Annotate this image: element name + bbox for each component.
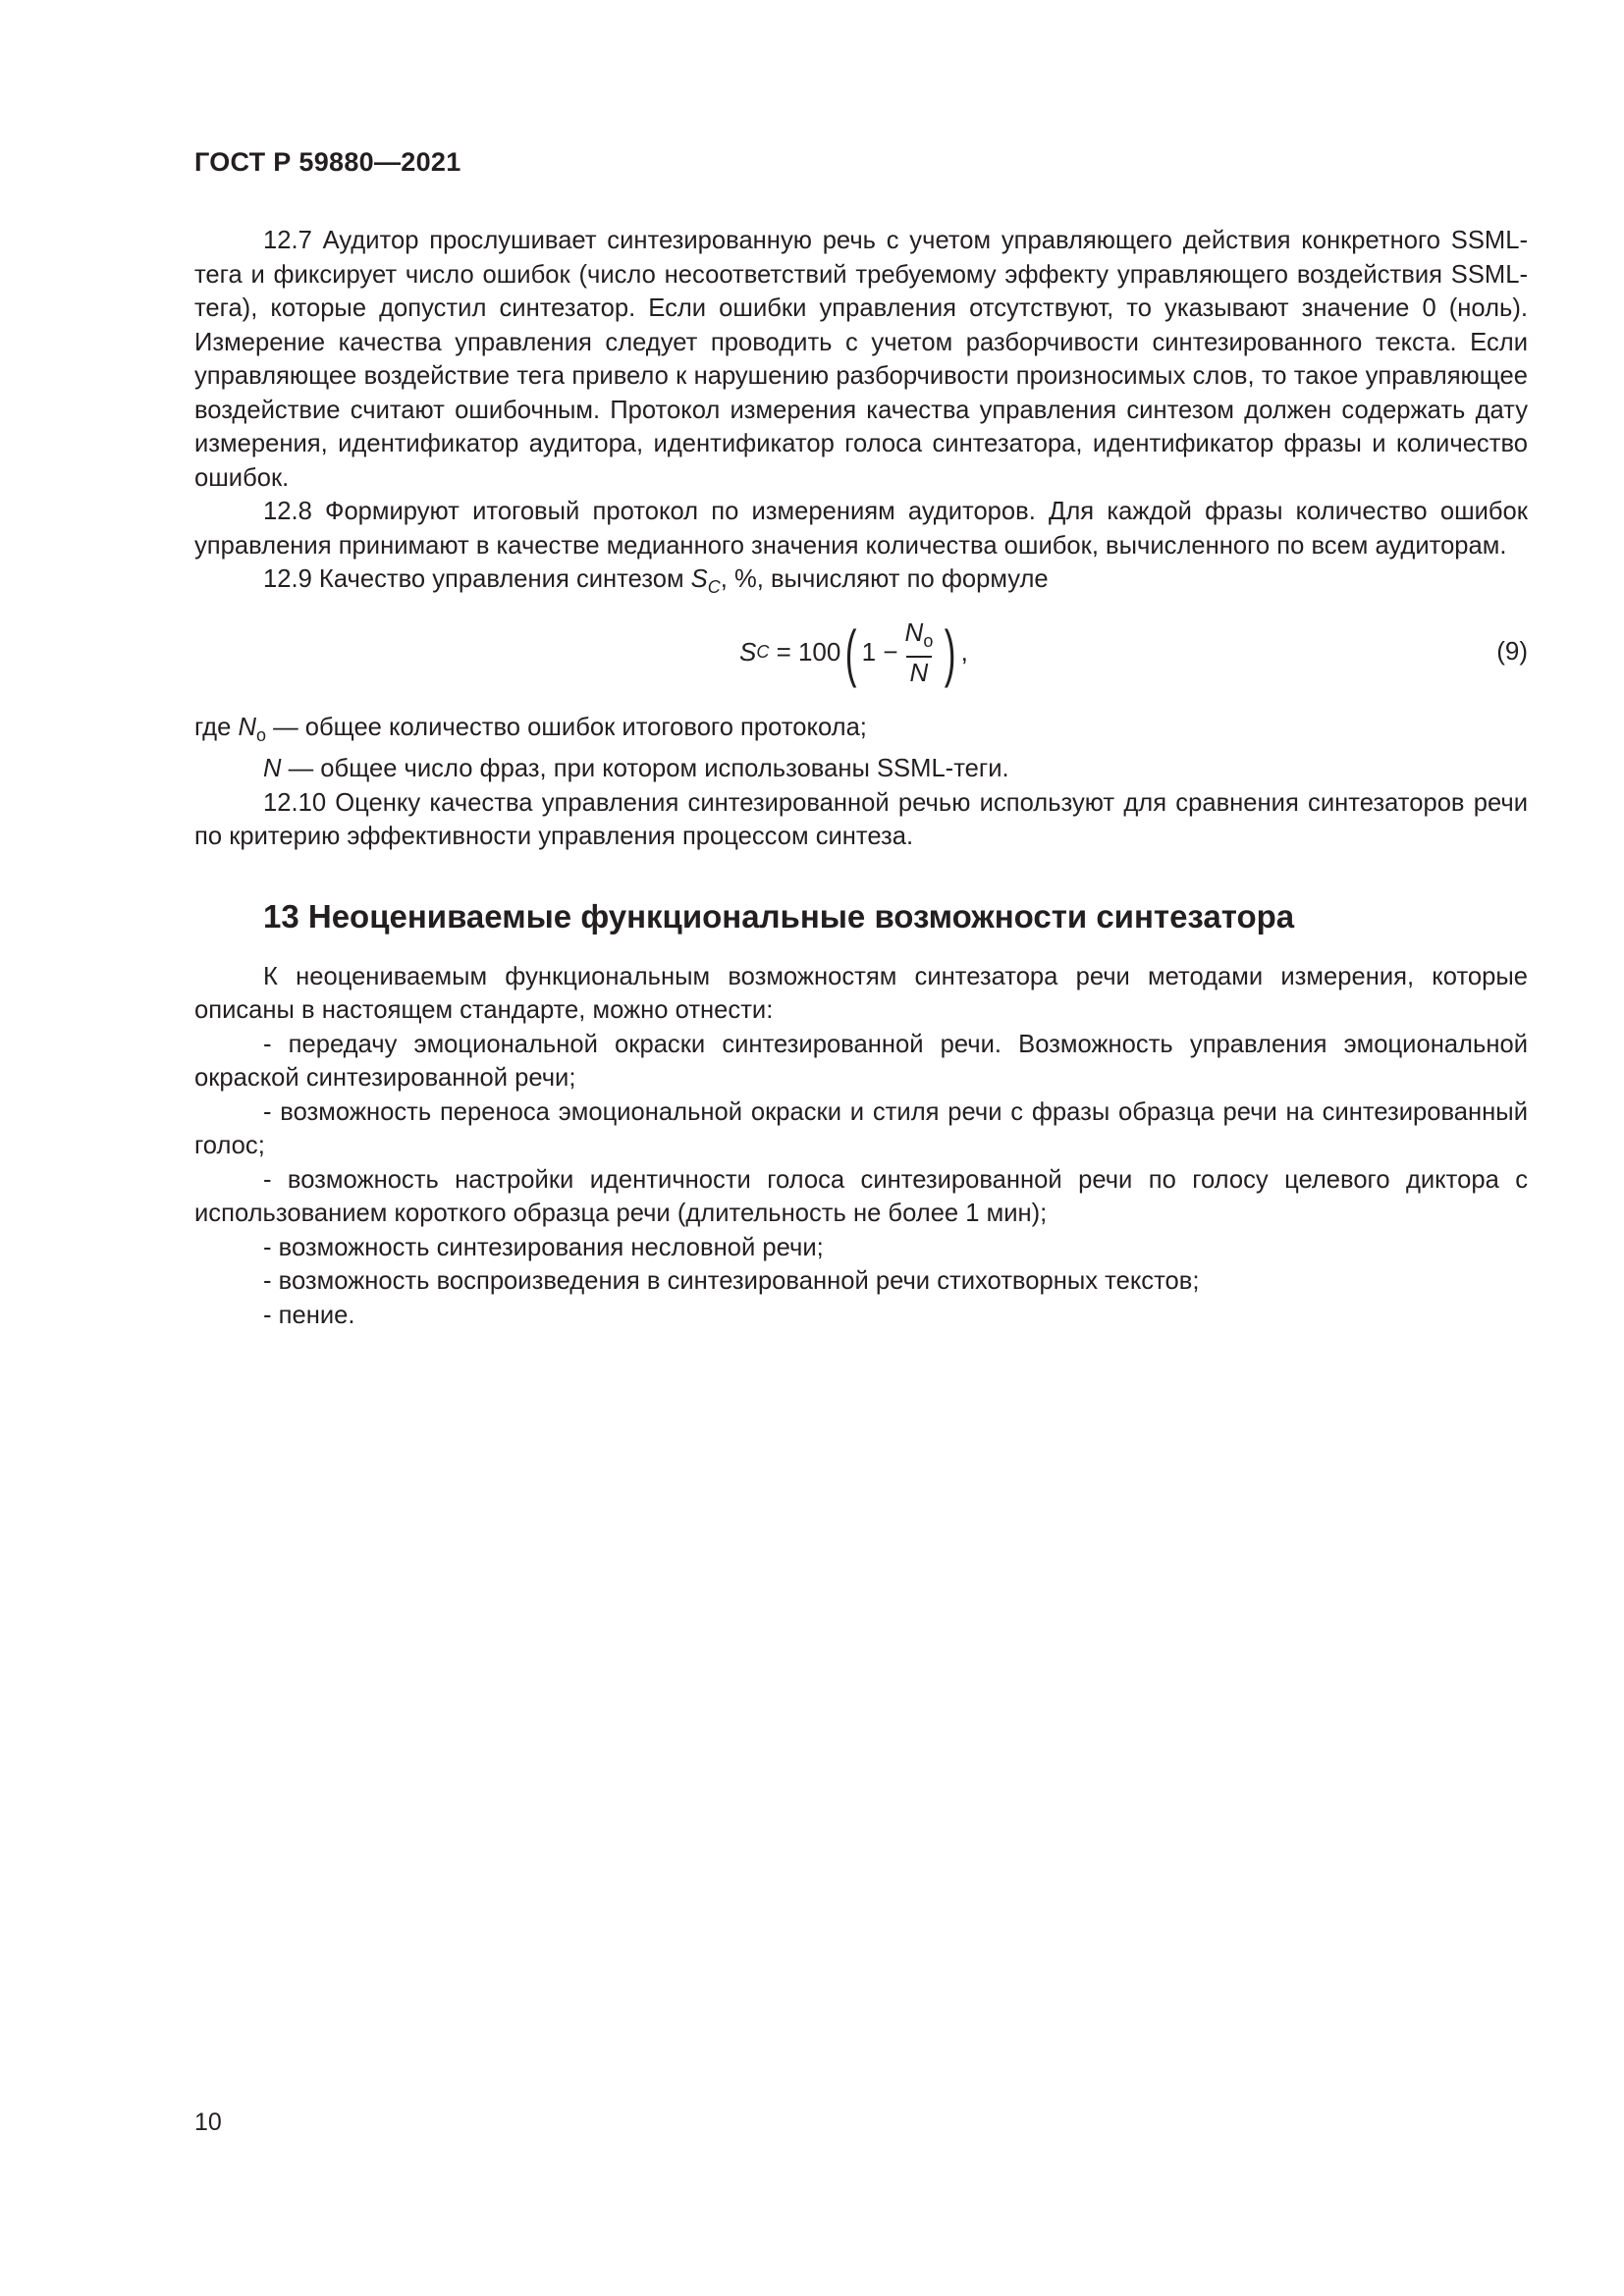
formula-9	[739, 611, 968, 695]
paragraph-12-9-prefix: 12.9 Качество управления синтезом	[263, 565, 691, 593]
equation-number: (9)	[1496, 635, 1528, 666]
formula-row	[194, 611, 1528, 695]
numerator-symbol: N	[904, 617, 924, 648]
section-13-heading: 13 Неоцениваемые функциональные возможности синтезатора	[263, 897, 1295, 934]
paragraph-12-8: 12.8 Формируют итоговый протокол по измерениям аудиторов. Для каждой фразы количество ошибок управления принимают в качестве медианного значения количества ошибок, вычисленного по всем аудиторам.	[194, 498, 1528, 560]
list-item: - возможность воспроизведения в синтезированной речи стихотворных текстов;	[263, 1267, 1200, 1296]
fraction-denominator: N	[906, 656, 933, 687]
left-paren-icon: (	[845, 616, 857, 688]
formula-lhs-sub: C	[756, 642, 770, 663]
where-symbol-1-sub: о	[255, 724, 266, 745]
list-item: - передачу эмоциональной окраски синтезированной речи. Возможность управления эмоциональной окраской синтезированной речи;	[194, 1030, 1528, 1093]
symbol-s-sub: C	[707, 577, 721, 598]
list-item: - возможность переноса эмоциональной окраски и стиля речи с фразы образца речи на синтезированный голос;	[194, 1097, 1528, 1160]
fraction-numerator	[901, 617, 938, 656]
list-item: - возможность синтезирования несловной речи;	[263, 1233, 824, 1261]
where-definition-2	[194, 752, 1528, 786]
paragraph-12-7: 12.7 Аудитор прослушивает синтезированную речь с учетом управляющего действия конкретного SSML-тега и фиксирует число ошибок (число несоответствий требуемому эффекту управляющего воздействия SSML-тега), которые допустил синтезатор. Если ошибки управления отсутствуют, то указывают значение 0 (ноль). Измерение качества управления следует проводить с учетом разборчивости синтезированного текста. Если управляющее воздействие тега привело к нарушению разборчивости произносимых слов, то такое управляющее воздействие считают ошибочным. Протокол измерения качества управления синтезом должен содержать дату измерения, идентификатор аудитора, идентификатор голоса синтезатора, идентификатор фразы и количество ошибок.	[194, 227, 1528, 492]
section-13-intro: К неоцениваемым функциональным возможностям синтезатора речи методами измерения, которые описаны в настоящем стандарте, можно отнести:	[194, 962, 1528, 1025]
list-item: - возможность настройки идентичности голоса синтезированной речи по голосу целевого диктора с использованием короткого образца речи (длительность не более 1 мин);	[194, 1165, 1528, 1228]
where-symbol-1: N	[238, 713, 256, 741]
formula-fraction	[901, 617, 938, 687]
document-header: ГОСТ Р 59880—2021	[194, 147, 461, 177]
where-definition-1	[194, 711, 1528, 753]
page-number: 10	[194, 2109, 222, 2136]
paragraph-12-9-suffix: , %, вычисляют по формуле	[720, 565, 1049, 593]
where-definition-2-text: — общее число фраз, при котором использованы SSML-теги.	[281, 755, 1009, 783]
paragraph-12-10: 12.10 Оценку качества управления синтезированной речью используют для сравнения синтезаторов речи по критерию эффективности управления процессом синтеза.	[194, 788, 1528, 851]
formula-equals: = 100	[769, 637, 841, 667]
formula-trailing: ,	[960, 637, 968, 667]
where-definition-1-text: — общее количество ошибок итогового протокола;	[265, 713, 867, 741]
formula-lhs: S	[739, 637, 757, 667]
symbol-s: S	[690, 565, 708, 593]
page-content	[194, 224, 1528, 1332]
list-item: - пение.	[263, 1301, 355, 1329]
where-lead: где	[194, 713, 239, 741]
where-symbol-2: N	[263, 755, 282, 783]
formula-one-minus: 1 −	[861, 637, 898, 667]
right-paren-icon: )	[945, 616, 956, 688]
numerator-sub: о	[923, 631, 934, 652]
paragraph-12-9	[194, 562, 1528, 605]
